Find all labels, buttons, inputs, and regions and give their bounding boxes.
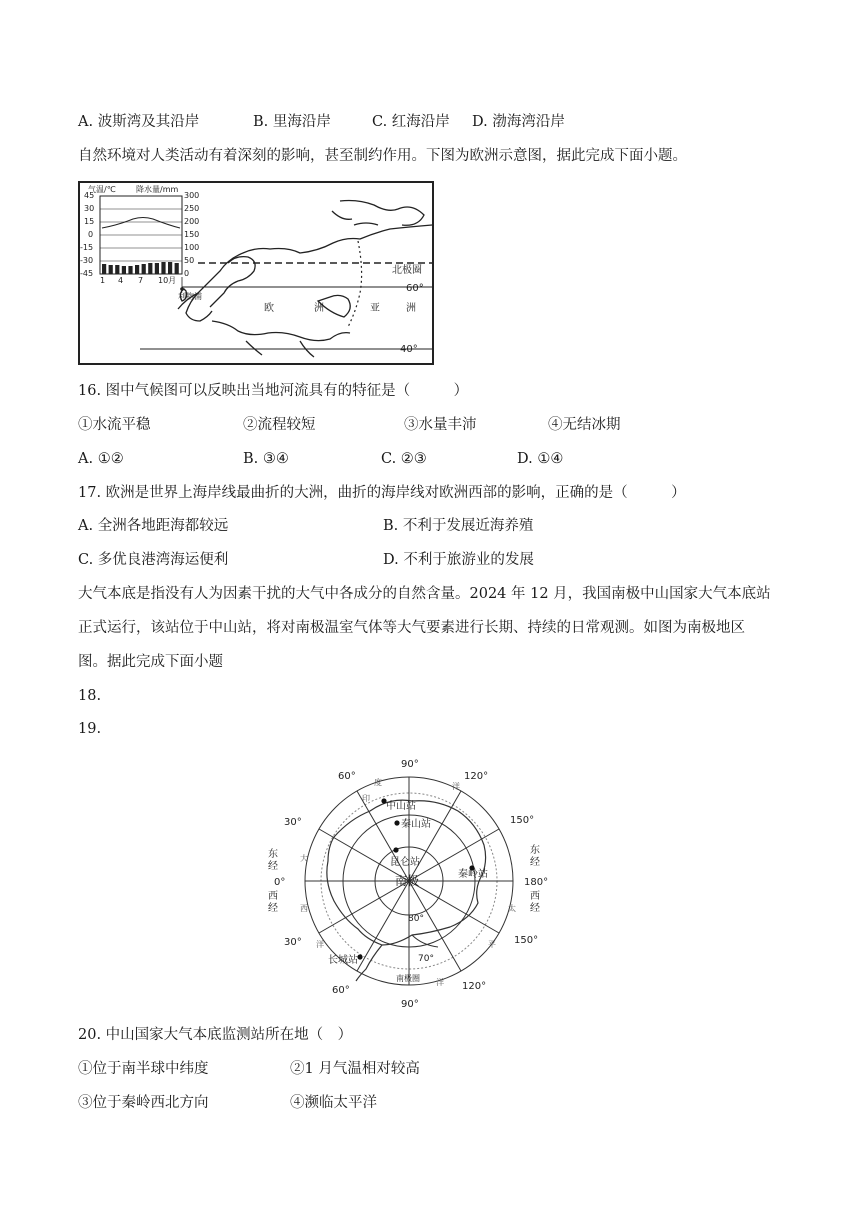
temp-tick: 0: [88, 230, 94, 239]
station-changcheng: 长城站: [328, 955, 358, 966]
q20-item-1: ①位于南半球中纬度: [78, 1061, 209, 1077]
q17-option-c: C. 多优良港湾海运便利: [78, 552, 229, 568]
asia-char: 洲: [406, 303, 416, 314]
station-zhongshan: 中山站: [386, 801, 416, 812]
ocean-char: 度: [374, 778, 382, 787]
lat-40-label: 40°: [400, 344, 418, 355]
ocean-char: 印: [362, 794, 370, 803]
west-label-right: 经: [530, 903, 540, 914]
west-label-right: 西: [530, 891, 540, 902]
temp-tick: -45: [80, 269, 94, 278]
ocean-char: 西: [300, 904, 308, 913]
q17-option-d: D. 不利于旅游业的发展: [383, 552, 534, 568]
east-label-left: 东: [268, 849, 278, 860]
q17-stem: 17. 欧洲是世界上海岸线最曲折的大洲，曲折的海岸线对欧洲西部的影响，正确的是（ ）: [78, 485, 686, 501]
precip-bar: [168, 262, 172, 274]
europe-map-figure: [78, 181, 434, 365]
lon-label: 30°: [284, 937, 302, 948]
lon-label: 90°: [401, 999, 419, 1010]
temp-tick: 15: [84, 217, 95, 226]
lon-label: 120°: [462, 981, 487, 992]
antarctic-intro-line-2: 正式运行，该站位于中山站，将对南极温室气体等大气要素进行长期、持续的日常观测。如图为南极地区: [78, 620, 745, 636]
q15-option-c: C. 红海沿岸: [372, 114, 450, 130]
south-pole-label: 南极: [395, 874, 420, 888]
lon-label: 90°: [401, 759, 419, 770]
antarctic-intro-line-1: 大气本底是指没有人为因素干扰的大气中各成分的自然含量。2024 年 12 月，我国南极中山国家大气本底站: [78, 586, 771, 602]
station-kunlun: 昆仑站: [390, 857, 420, 868]
q16-item-3: ③水量丰沛: [404, 417, 477, 433]
east-label-right: 东: [530, 845, 540, 856]
ocean-char: 洋: [316, 940, 324, 949]
q16-item-4: ④无结冰期: [548, 417, 621, 433]
precip-tick: 100: [184, 243, 200, 252]
europe-char: 洲: [314, 303, 324, 314]
q20-item-2: ②1 月气温相对较高: [290, 1061, 420, 1077]
liverpool-label: 利物浦: [178, 292, 202, 301]
q16-option-a: A. ①②: [78, 451, 124, 467]
antarctic-circle-label: 南极圈: [396, 974, 420, 983]
precip-bar: [148, 263, 152, 274]
q16-option-d: D. ①④: [517, 451, 564, 467]
climate-precip-axis-label: 降水量/mm: [136, 185, 179, 194]
q15-option-b: B. 里海沿岸: [253, 114, 331, 130]
q20-item-4: ④濒临太平洋: [290, 1095, 377, 1111]
climate-temp-axis-label: 气温/℃: [88, 185, 116, 194]
lon-label: 0°: [274, 877, 286, 888]
month-tick: 4: [118, 276, 124, 285]
antarctic-map-figure: [262, 749, 552, 1011]
temp-tick: 30: [84, 204, 95, 213]
month-tick: 7: [138, 276, 144, 285]
lat-70-label: 70°: [418, 954, 434, 964]
temp-tick: -15: [80, 243, 94, 252]
lon-label: 120°: [464, 771, 489, 782]
europe-char: 欧: [264, 303, 274, 314]
ocean-char: 平: [488, 940, 496, 949]
ocean-char: 大: [300, 854, 308, 863]
q16-stem: 16. 图中气候图可以反映出当地河流具有的特征是（ ）: [78, 383, 469, 399]
temp-tick: 45: [84, 191, 95, 200]
precip-bar: [155, 263, 159, 274]
lat-80-label: 80°: [408, 914, 424, 924]
precip-bar: [142, 264, 146, 274]
precip-tick: 0: [184, 269, 190, 278]
precip-tick: 50: [184, 256, 195, 265]
precip-bar: [128, 266, 132, 274]
q20-stem: 20. 中山国家大气本底监测站所在地（ ）: [78, 1027, 353, 1043]
precip-bar: [175, 263, 179, 274]
precip-bar: [135, 265, 139, 274]
precip-tick: 250: [184, 204, 200, 213]
east-label-left: 经: [268, 861, 278, 872]
west-label-left: 经: [268, 903, 278, 914]
europe-intro: 自然环境对人类活动有着深刻的影响，甚至制约作用。下图为欧洲示意图，据此完成下面小题。: [78, 148, 687, 164]
q17-option-a: A. 全洲各地距海都较远: [78, 518, 229, 534]
precip-tick: 300: [184, 191, 200, 200]
lon-label: 60°: [338, 771, 356, 782]
lat-60-label: 60°: [406, 283, 424, 294]
antarctic-intro-line-3: 图。据此完成下面小题: [78, 654, 223, 670]
precip-tick: 150: [184, 230, 200, 239]
q15-option-a: A. 波斯湾及其沿岸: [78, 114, 200, 130]
precip-bar: [115, 265, 119, 274]
precip-bar: [102, 264, 106, 274]
q20-item-3: ③位于秦岭西北方向: [78, 1095, 209, 1111]
lon-label: 150°: [510, 815, 535, 826]
arctic-circle-label: 北极圈: [392, 265, 422, 276]
q16-item-2: ②流程较短: [243, 417, 316, 433]
station-qinling: 秦岭站: [458, 869, 488, 880]
west-label-left: 西: [268, 891, 278, 902]
q16-item-1: ①水流平稳: [78, 417, 151, 433]
precip-bar: [109, 265, 113, 274]
lon-label: 30°: [284, 817, 302, 828]
precip-bar: [161, 262, 165, 274]
ocean-char: 洋: [436, 978, 444, 987]
temp-tick: -30: [80, 256, 94, 265]
month-tick: 1: [100, 276, 106, 285]
ocean-char: 太: [508, 904, 516, 913]
q16-option-b: B. ③④: [243, 451, 289, 467]
asia-char: 亚: [370, 303, 380, 314]
precip-tick: 200: [184, 217, 200, 226]
station-qinshan: 秦山站: [401, 819, 431, 830]
q15-option-d: D. 渤海湾沿岸: [472, 114, 565, 130]
lon-label: 180°: [524, 877, 549, 888]
q19-label: 19.: [78, 721, 102, 737]
q17-option-b: B. 不利于发展近海养殖: [383, 518, 534, 534]
lon-label: 60°: [332, 985, 350, 996]
q16-option-c: C. ②③: [381, 451, 427, 467]
month-tick: 10月: [158, 276, 177, 285]
ocean-char: 洋: [452, 782, 460, 791]
q18-label: 18.: [78, 688, 102, 704]
lon-label: 150°: [514, 935, 539, 946]
precip-bar: [122, 266, 126, 274]
east-label-right: 经: [530, 857, 540, 868]
